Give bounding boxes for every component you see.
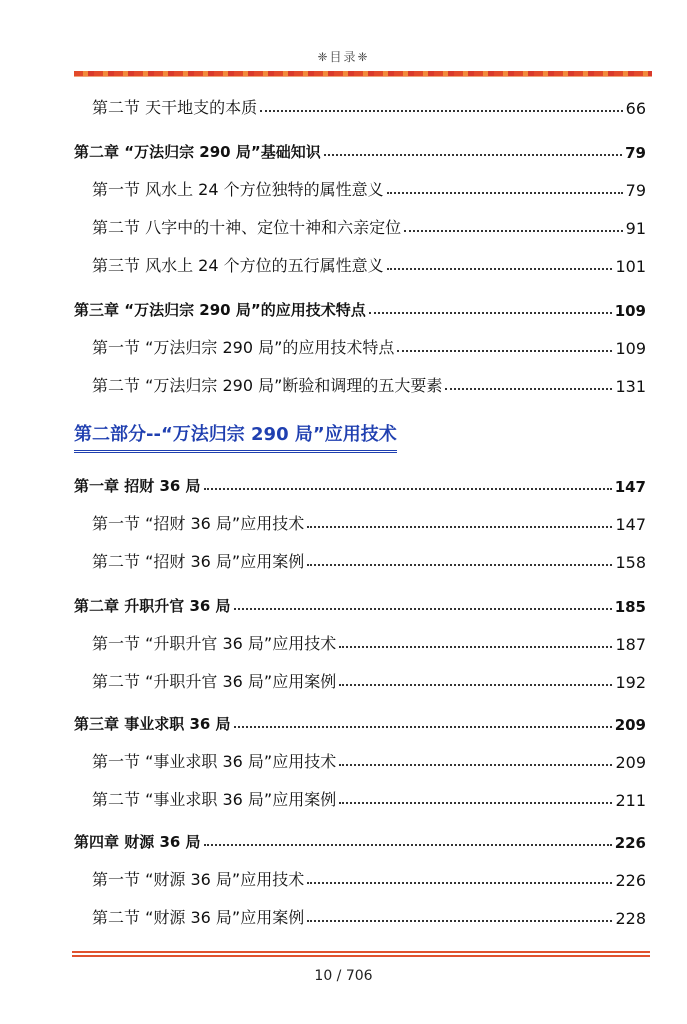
toc-entry-title: 第二节 “财源 36 局”应用案例 [92, 908, 305, 927]
toc-entry-title: 第二节 “万法归宗 290 局”断验和调理的五大要素 [92, 376, 443, 395]
toc-entry-page: 158 [615, 553, 646, 572]
toc-entry-title: 第一节 “事业求职 36 局”应用技术 [92, 752, 337, 771]
toc-chapter-entry[interactable] [74, 586, 646, 616]
toc-entry-page: 131 [615, 377, 646, 396]
toc-entry-page: 192 [615, 673, 646, 692]
toc-entry-page: 187 [615, 635, 646, 654]
toc-chapter-entry[interactable] [74, 466, 646, 496]
toc-entry-title: 第三节 风水上 24 个方位的五行属性意义 [92, 256, 384, 275]
toc-entry-title: 第一节 “升职升官 36 局”应用技术 [92, 634, 337, 653]
dot-leader [387, 192, 623, 194]
toc-entry-page: 228 [615, 909, 646, 928]
dot-leader [324, 154, 622, 156]
toc-entry-title: 第二节 “招财 36 局”应用案例 [92, 552, 305, 571]
dot-leader [339, 684, 612, 686]
toc-section-entry[interactable] [92, 542, 646, 572]
toc-entry-title: 第一节 “财源 36 局”应用技术 [92, 870, 305, 889]
toc-entry-title: 第一节 风水上 24 个方位独特的属性意义 [92, 180, 384, 199]
dot-leader [404, 230, 623, 232]
dot-leader [445, 388, 612, 390]
toc-entry-page: 79 [625, 181, 646, 200]
toc-entry-page: 211 [615, 791, 646, 810]
dot-leader [397, 350, 612, 352]
toc-entry-title: 第二节 八字中的十神、定位十神和六亲定位 [92, 218, 402, 237]
part-title: 第二部分--“万法归宗 290 局”应用技术 [74, 420, 397, 453]
toc-entry-title: 第三章 事业求职 36 局 [74, 715, 231, 733]
dot-leader [204, 488, 612, 490]
toc-entry-title: 第二节 天干地支的本质 [92, 98, 258, 117]
toc-entry-title: 第一节 “万法归宗 290 局”的应用技术特点 [92, 338, 395, 357]
toc-section-entry[interactable] [92, 88, 646, 118]
toc-entry-title: 第一节 “招财 36 局”应用技术 [92, 514, 305, 533]
toc-entry-title: 第二节 “升职升官 36 局”应用案例 [92, 672, 337, 691]
dot-leader [369, 312, 612, 314]
toc-entry-title: 第四章 财源 36 局 [74, 833, 201, 851]
toc-entry-page: 101 [615, 257, 646, 276]
toc-chapter-entry[interactable] [74, 132, 646, 162]
toc-section-entry[interactable] [92, 246, 646, 276]
page-header: ❈目录❈ [317, 50, 370, 64]
toc-section-entry[interactable] [92, 742, 646, 772]
toc-entry-page: 209 [614, 716, 646, 734]
dot-leader [307, 526, 612, 528]
toc-section-entry[interactable] [92, 170, 646, 200]
dot-leader [387, 268, 613, 270]
toc-entry-page: 79 [625, 144, 646, 162]
dot-leader [339, 646, 612, 648]
dot-leader [204, 844, 612, 846]
toc-entry-page: 185 [614, 598, 646, 616]
dot-leader [234, 726, 612, 728]
toc-entry-title: 第一章 招财 36 局 [74, 477, 201, 495]
toc-section-entry[interactable] [92, 504, 646, 534]
dot-leader [307, 882, 612, 884]
toc-section-entry[interactable] [92, 662, 646, 692]
toc-entry-title: 第二章 升职升官 36 局 [74, 597, 231, 615]
toc-section-entry[interactable] [92, 208, 646, 238]
dot-leader [339, 802, 612, 804]
page-number: 10 / 706 [314, 968, 373, 984]
dot-leader [307, 920, 612, 922]
toc-entry-page: 109 [615, 339, 646, 358]
toc-chapter-entry[interactable] [74, 290, 646, 320]
toc-section-entry[interactable] [92, 780, 646, 810]
toc-entry-page: 109 [614, 302, 646, 320]
toc-section-entry[interactable] [92, 860, 646, 890]
footer-rule-2 [72, 955, 650, 957]
toc-chapter-entry[interactable] [74, 704, 646, 734]
toc-section-entry[interactable] [92, 624, 646, 654]
toc-entry-page: 226 [615, 871, 646, 890]
toc-entry-page: 209 [615, 753, 646, 772]
dot-leader [307, 564, 612, 566]
toc-entry-title: 第二章 “万法归宗 290 局”基础知识 [74, 143, 321, 161]
toc-section-entry[interactable] [92, 328, 646, 358]
toc-entry-page: 147 [614, 478, 646, 496]
header-rule-thin [74, 76, 652, 77]
toc-entry-title: 第二节 “事业求职 36 局”应用案例 [92, 790, 337, 809]
toc-chapter-entry[interactable] [74, 822, 646, 852]
toc-entry-page: 147 [615, 515, 646, 534]
dot-leader [339, 764, 612, 766]
toc-entry-page: 226 [614, 834, 646, 852]
toc-section-entry[interactable] [92, 898, 646, 928]
toc-section-entry[interactable] [92, 366, 646, 396]
dot-leader [260, 110, 623, 112]
footer-rule [72, 951, 650, 953]
toc-entry-page: 66 [625, 99, 646, 118]
dot-leader [234, 608, 612, 610]
toc-entry-page: 91 [625, 219, 646, 238]
toc-entry-title: 第三章 “万法归宗 290 局”的应用技术特点 [74, 301, 366, 319]
